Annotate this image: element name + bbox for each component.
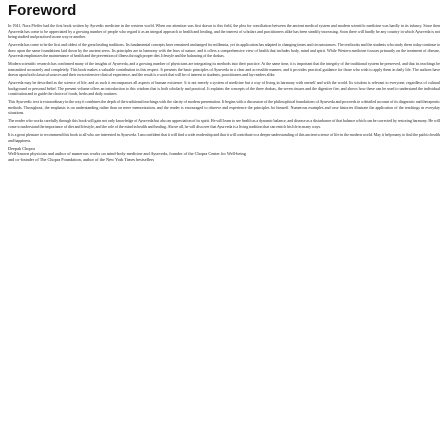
paragraph-6: The reader who works carefully through this book will gain not only knowledge of Ayurveda but also an appreciation of its spirit. He will learn to see health as a dynamic balance, and disease as a disturbance of that balance which can be corrected by restoring harmony. He will come to understand the importance of diet and lifestyle, and the role of the mind in health and healing. Above all, he will discover that Ayurveda is a living tradition that can enrich his life in many ways. (8, 118, 440, 129)
page-title: Foreword (8, 2, 77, 19)
signature-block (8, 146, 440, 163)
paragraph-2: Ayurveda has come to be the first and oldest of the great healing traditions. Its fundamental concepts have remained unchanged for millennia, yet its application has adapted to changing times and circumstances. The textbooks and the students who study them today continue to draw upon the same foundations laid down by the ancient seers. Its principles are in harmony with the laws of nature, and it offers a comprehensive view of health that includes body, mind and spirit. While Western medicine focuses primarily on the treatment of disease, Ayurveda emphasizes the maintenance of health and the prevention of illness through proper diet, lifestyle and the balancing of the doshas. (8, 42, 440, 59)
paragraph-1: In 1941, Nora Pfeffer had the first book written by Ayrvedic medicine in the western world. When our attention was first drawn to this field, the plea for conciliation between the ancient medical system and modern scientific medicine was hardly in its infancy. Since then Ayurveda has come to be appreciated by a growing number of people who regard it as an integral approach to health and healing, and the interest of scholars and practitioners alike has been steadily increasing. Soon there will hardly be any country in which Ayurveda is not being studied and practised in one way or another. (8, 23, 440, 39)
signature-line-2: and co-founder of The Chopra Foundation, author of the New York Times bestsellers (8, 156, 154, 162)
paragraph-3: Modern scientific research has confirmed many of the insights of Ayurveda, and a growing number of physicians are integrating its methods into their practice. At the same time, it is important that the integrity of the traditional system be preserved, and that its teachings be transmitted accurately and completely. This book makes a valuable contribution in this respect. It presents the basic principles of Ayurveda in a clear and accessible manner, and it provides practical guidance for those who wish to apply them in daily life. The authors have drawn upon both classical sources and their own extensive clinical experience, and the result is a work that will be of interest to students, practitioners and lay readers alike. (8, 61, 440, 78)
paragraph-5: This Ayurvedic text is extraordinary in the way it combines the depth of the traditional teachings with the clarity of modern presentation. It begins with a discussion of the philosophical foundations of Ayurveda and proceeds to a detailed account of its diagnostic and therapeutic methods. Throughout, the emphasis is on understanding rather than on mere memorization, and the reader is encouraged to observe and experience the principles for himself. Numerous examples and case histories illustrate the application of the teachings in everyday situations. (8, 99, 440, 116)
paragraph-4: Ayurveda may be described as the science of life, and as such it encompasses all aspects of human existence. It is not merely a system of medicine but a way of living in harmony with oneself and with the world. Its wisdom is relevant to everyone, regardless of cultural background or personal belief. The present volume offers an introduction to this wisdom that is both scholarly and practical. It explains the concepts of the three doshas, the seven tissues and the digestive fire, and shows how these can be used to understand the individual constitution and to guide the choice of foods, herbs and daily routines. (8, 80, 440, 97)
signature-line-1: Well-known physician and author of numerous works on mind-body medicine and Ayurveda, founder of the Chopra Center for Well-being (8, 151, 246, 157)
paragraph-7: It is a great pleasure to recommend this book to all who are interested in Ayurveda. I am confident that it will find a wide readership and that it will contribute to a deeper understanding of this ancient science of life in the modern world. May it help many to find the path to health and happiness. (8, 132, 440, 143)
signature-name: Deepak Chopra (8, 145, 35, 151)
